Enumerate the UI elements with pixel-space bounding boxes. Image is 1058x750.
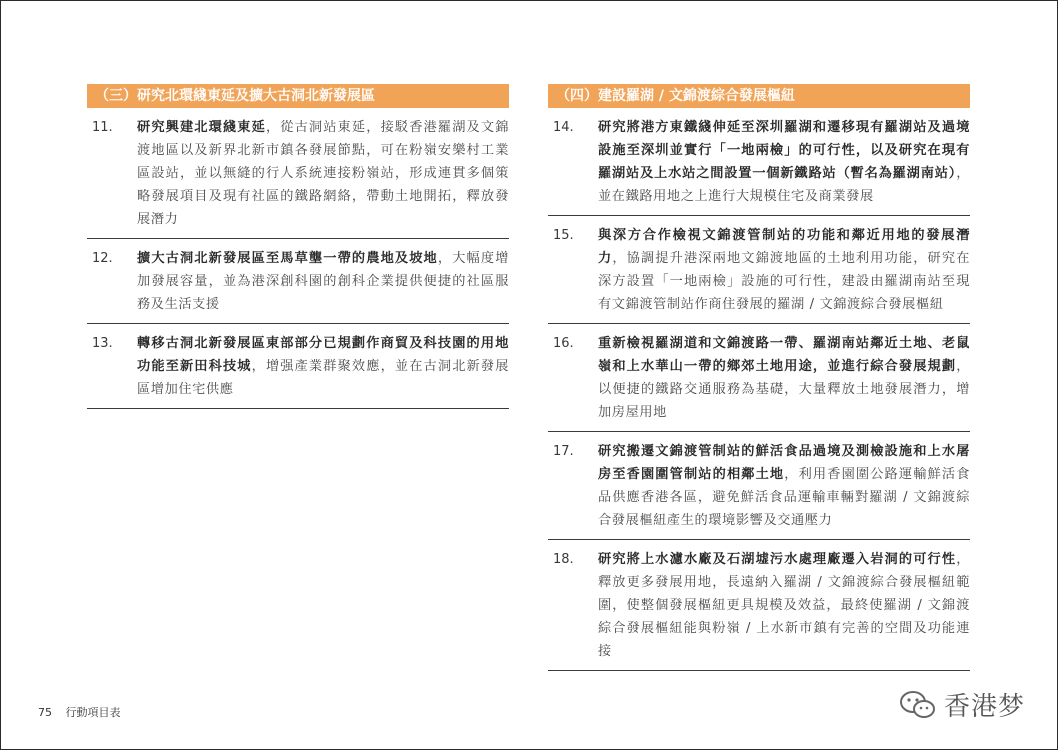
item-bold-text: 研究將上水濾水廠及石湖墟污水處理廠遷入岩洞的可行性 <box>598 552 957 567</box>
right-column <box>548 84 970 671</box>
list-item <box>548 432 970 540</box>
item-body-text: ，釋放更多發展用地，長遠納入羅湖 / 文錦渡綜合發展樞紐範圍，使整個發展樞紐更具規模及效益，最終使羅湖 / 文錦渡綜合發展樞紐能與粉嶺 / 上水新市鎮有完善的空間及功能連接 <box>598 552 970 659</box>
left-column <box>87 84 509 409</box>
item-number: 17. <box>553 444 574 459</box>
item-number: 12. <box>92 251 113 266</box>
list-item <box>548 540 970 671</box>
item-bold-text: 擴大古洞北新發展區至馬草壟一帶的農地及坡地 <box>137 251 438 266</box>
watermark-text: 香港梦 <box>944 692 1026 722</box>
section-header-3: （三）研究北環綫東延及擴大古洞北新發展區 <box>87 84 509 108</box>
list-item <box>548 108 970 216</box>
list-item <box>87 324 509 409</box>
item-number: 18. <box>553 552 574 567</box>
item-bold-text: 與深方合作檢視文錦渡管制站的功能和鄰近用地的發展潛力 <box>598 228 970 266</box>
item-bold-text: 研究搬遷文錦渡管制站的鮮活食品過境及測檢設施和上水屠房至香園圍管制站的相鄰土地 <box>598 444 970 482</box>
list-item <box>87 239 509 324</box>
list-item <box>87 108 509 239</box>
page-footer <box>38 704 121 720</box>
item-number: 14. <box>553 120 574 135</box>
item-body-text: ，增强產業群聚效應，並在古洞北新發展區增加住宅供應 <box>137 359 509 397</box>
item-text <box>598 548 970 663</box>
list-item <box>548 324 970 432</box>
item-body-text: ，協調提升港深兩地文錦渡地區的土地利用功能，研究在深方設置「一地兩檢」設施的可行性，建設由羅湖南站至現有文錦渡管制站作商住發展的羅湖 / 文錦渡綜合發展樞紐 <box>598 251 970 312</box>
item-text <box>137 116 509 231</box>
watermark <box>898 686 1025 723</box>
item-body-text: ，大幅度增加發展容量，並為港深創科園的創科企業提供便捷的社區服務及生活支援 <box>137 251 509 312</box>
page-number: 75 <box>38 706 52 719</box>
wechat-icon <box>898 689 938 721</box>
section-header-4: （四）建設羅湖 / 文錦渡綜合發展樞紐 <box>548 84 970 108</box>
item-body-text: ，利用香園圍公路運輸鮮活食品供應香港各區，避免鮮活食品運輸車輛對羅湖 / 文錦渡綜合發展樞紐產生的環境影響及交通壓力 <box>598 467 970 528</box>
item-text <box>598 224 970 316</box>
item-text <box>598 440 970 532</box>
item-body-text: ，從古洞站東延，接駁香港羅湖及文錦渡地區以及新界北新市鎮各發展節點，可在粉嶺安樂村工業區設站，並以無縫的行人系統連接粉嶺站，形成連貫多個策略發展項目及現有社區的鐵路網絡，帶動土地開拓，釋放發展潛力 <box>137 120 509 227</box>
item-body-text: ，並在鐵路用地之上進行大規模住宅及商業發展 <box>598 166 970 204</box>
list-item <box>548 216 970 324</box>
left-item-list <box>87 108 509 409</box>
item-bold-text: 研究將港方東鐵綫伸延至深圳羅湖和遷移現有羅湖站及過境設施至深圳並實行「一地兩檢」的可行性，以及研究在現有羅湖站及上水站之間設置一個新鐵路站（暫名為羅湖南站） <box>598 120 970 181</box>
item-bold-text: 研究興建北環綫東延 <box>137 120 266 135</box>
item-number: 11. <box>92 120 113 135</box>
item-text <box>598 116 970 208</box>
item-text <box>598 332 970 424</box>
footer-label: 行動項目表 <box>65 706 121 719</box>
item-bold-text: 重新檢視羅湖道和文錦渡路一帶、羅湖南站鄰近土地、老鼠嶺和上水華山一帶的鄉郊土地用途，並進行綜合發展規劃 <box>598 336 970 374</box>
item-number: 16. <box>553 336 574 351</box>
right-item-list <box>548 108 970 671</box>
item-number: 13. <box>92 336 113 351</box>
item-body-text: ，以便捷的鐵路交通服務為基礎，大量釋放土地發展潛力，增加房屋用地 <box>598 359 970 420</box>
item-bold-text: 轉移古洞北新發展區東部部分已規劃作商貿及科技園的用地功能至新田科技城 <box>137 336 509 374</box>
item-text <box>137 247 509 316</box>
item-number: 15. <box>553 228 574 243</box>
item-text <box>137 332 509 401</box>
